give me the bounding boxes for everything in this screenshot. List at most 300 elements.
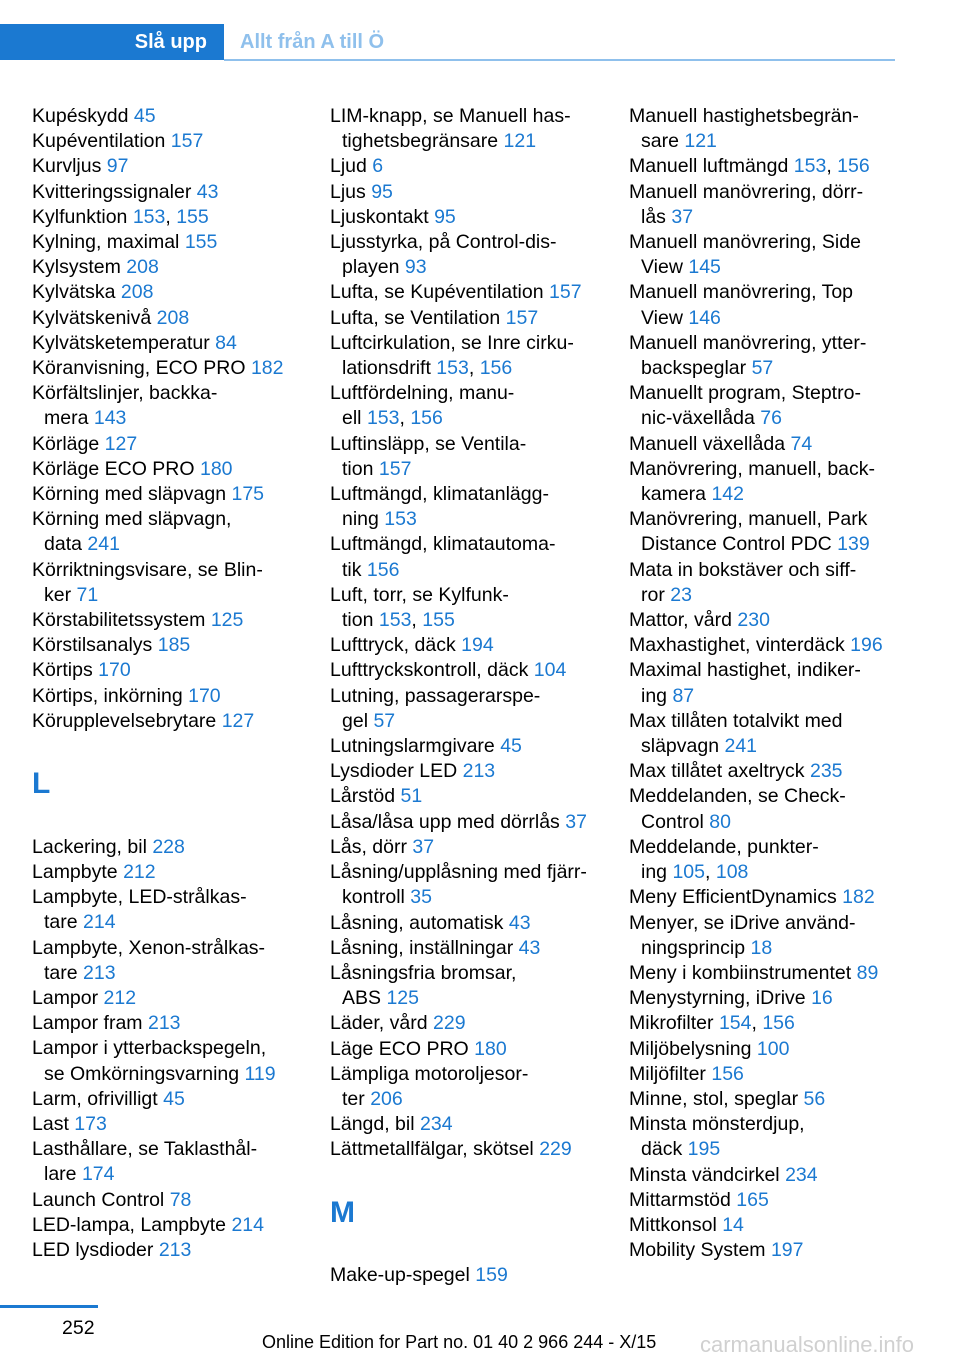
page-link[interactable]: 146 [688, 306, 721, 329]
page-link[interactable]: 84 [215, 331, 237, 354]
index-entry [32, 356, 312, 381]
page-link[interactable]: 71 [76, 583, 99, 606]
entry-term-continuation: se Omkörningsvarning [44, 1062, 240, 1085]
entry-term: Luftmängd, klimatautoma- [330, 533, 556, 556]
index-entry [330, 684, 610, 734]
entry-term: Körstabilitetssystem [32, 609, 206, 632]
entry-term: Meddelanden, se Check- [629, 785, 846, 808]
page-link[interactable]: 14 [722, 1213, 744, 1236]
index-entry [32, 255, 312, 280]
entry-term: Maximal hastighet, indiker- [629, 659, 861, 682]
index-entry [629, 759, 909, 784]
index-entry [32, 154, 312, 179]
page-link[interactable]: 56 [803, 1087, 826, 1110]
entry-term: Meddelande, punkter- [629, 835, 819, 858]
entry-term: Ljus [330, 180, 366, 203]
page-link[interactable]: 156 [410, 407, 443, 430]
entry-term-continuation: tion [342, 609, 374, 632]
index-entry [32, 658, 312, 683]
index-entry [629, 658, 909, 708]
entry-term: Lutning, passagerarspe- [330, 684, 541, 707]
page-link[interactable]: 127 [221, 709, 255, 732]
page-link[interactable]: 180 [199, 457, 233, 480]
index-entry [32, 331, 312, 356]
page-link[interactable]: 37 [412, 835, 435, 858]
index-entry: Luftcirkulation, se Inre cirku- lationsdrift 153, 156 [330, 331, 574, 380]
entry-term: Miljöfilter [629, 1062, 706, 1085]
index-entry [330, 835, 610, 860]
page-link[interactable]: 157 [549, 281, 582, 304]
page-number-rule [0, 1305, 98, 1308]
index-entry [32, 129, 312, 154]
page-link[interactable]: 155 [176, 205, 209, 228]
index-entry [330, 205, 610, 230]
page-link[interactable]: 155 [422, 609, 455, 632]
entry-term-continuation: nic-växellåda [641, 407, 755, 430]
page-link[interactable]: 234 [785, 1163, 818, 1186]
page-link[interactable]: 241 [87, 533, 120, 556]
page-link[interactable]: 182 [250, 357, 284, 380]
index-entry [629, 1163, 909, 1188]
entry-term: Max tillåten totalvikt med [629, 709, 843, 732]
entry-term-continuation: ell [342, 407, 362, 430]
page-link[interactable]: 145 [688, 256, 721, 279]
page-link[interactable]: 159 [475, 1264, 508, 1287]
entry-term: Lämpliga motoroljesor- [330, 1062, 529, 1085]
index-entry [629, 784, 909, 834]
entry-term: Miljöbelysning [629, 1037, 752, 1060]
index-entry [32, 684, 312, 709]
page-link[interactable]: 89 [856, 961, 879, 984]
index-entry [32, 986, 312, 1011]
page-link[interactable]: 57 [751, 357, 774, 380]
entry-term: Menyer, se iDrive använd- [629, 911, 856, 934]
page-link[interactable]: 37 [565, 810, 587, 833]
page-link[interactable]: 153 [384, 508, 417, 531]
page-link[interactable]: 214 [231, 1213, 264, 1236]
page-link[interactable]: 196 [850, 634, 883, 657]
entry-term: Launch Control [32, 1188, 165, 1211]
page-link[interactable]: 121 [684, 130, 717, 153]
page-link[interactable]: 6 [372, 155, 384, 178]
entry-term: Manuell hastighetsbegrän- [629, 105, 859, 127]
page-link[interactable]: 213 [83, 961, 116, 984]
index-entry [629, 507, 909, 557]
index-entry [330, 936, 610, 961]
page-link[interactable]: 97 [106, 155, 129, 178]
tab-a-to-z[interactable]: Allt från A till Ö [240, 30, 385, 53]
index-entry [330, 180, 610, 205]
index-entry [330, 482, 610, 532]
index-entry [629, 558, 909, 608]
index-entry [330, 1011, 610, 1036]
tab-look-up[interactable]: Slå upp [0, 24, 224, 60]
index-column-3 [629, 104, 909, 1263]
entry-term: Kylsystem [32, 256, 121, 279]
page-link[interactable]: 157 [170, 130, 204, 153]
page-link[interactable]: 197 [770, 1239, 804, 1262]
entry-term-continuation: tighetsbegränsare [342, 130, 499, 153]
entry-term: Låsa/låsa upp med dörrlås [330, 810, 560, 833]
entry-term-continuation: tare [44, 911, 78, 934]
page-link[interactable]: 74 [790, 432, 813, 455]
entry-term: Lampor i ytterbackspegeln, [32, 1037, 267, 1060]
entry-term: Lufta, se Kupéventilation [330, 281, 544, 304]
page-link[interactable]: 45 [163, 1087, 185, 1110]
page-link[interactable]: 156 [837, 155, 870, 178]
index-entry [629, 1213, 909, 1238]
entry-term: Manuell manövrering, dörr- [629, 180, 864, 203]
index-entry [32, 860, 312, 885]
section-gap [32, 810, 312, 835]
index-entry [32, 1238, 312, 1263]
index-entry [32, 1011, 312, 1036]
entry-term: Luftmängd, klimatanlägg- [330, 483, 549, 506]
index-entry [629, 911, 909, 961]
page-link[interactable]: 229 [433, 1012, 466, 1035]
index-entry [629, 885, 909, 910]
index-entry [629, 961, 909, 986]
page-link[interactable]: 43 [508, 911, 531, 934]
page-link[interactable]: 23 [670, 583, 692, 606]
index-entry [32, 558, 312, 608]
index-entry: Mikrofilter 154, 156 [629, 1012, 795, 1035]
page-link[interactable]: 76 [760, 407, 782, 430]
entry-term-continuation: backspeglar [641, 357, 747, 380]
index-entry: Luftfördelning, manu- ell 153, 156 [330, 382, 515, 430]
entry-term: Manuell manövrering, Side [629, 231, 861, 254]
page-link[interactable]: 170 [98, 659, 131, 682]
index-entry [32, 1087, 312, 1112]
page-link[interactable]: 213 [147, 1012, 181, 1035]
entry-term-continuation: mera [44, 407, 89, 430]
entry-term: Manuell manövrering, ytter- [629, 331, 867, 354]
index-entry [629, 986, 909, 1011]
index-entry [629, 104, 909, 154]
entry-term-continuation: View [641, 256, 683, 279]
index-entry [330, 1263, 610, 1288]
entry-term: Körtips [32, 659, 93, 682]
index-entry [330, 432, 610, 482]
entry-term: Körupplevelsebrytare [32, 709, 217, 732]
index-entry [330, 306, 610, 331]
page-link[interactable]: 16 [811, 987, 833, 1010]
page-link[interactable]: 241 [724, 735, 758, 758]
index-entry [629, 1112, 909, 1162]
entry-term: Last [32, 1113, 69, 1136]
index-entry [629, 180, 909, 230]
page-link[interactable]: 104 [533, 659, 567, 682]
entry-term-continuation: Distance Control PDC [641, 533, 832, 556]
page-link[interactable]: 43 [518, 936, 541, 959]
page-link[interactable]: 208 [156, 306, 190, 329]
entry-term: Körläge ECO PRO [32, 457, 195, 480]
index-entry [32, 1036, 312, 1086]
entry-term: Lasthållare, se Taklasthål- [32, 1138, 258, 1161]
entry-term: Manövrering, manuell, Park [629, 508, 868, 531]
entry-term: Luftfördelning, manu- [330, 382, 515, 405]
section-gap [32, 734, 312, 759]
entry-term-continuation: ker [44, 583, 72, 606]
entry-term: Menystyrning, iDrive [629, 987, 806, 1010]
entry-term: Kvitteringssignaler [32, 180, 192, 203]
page-link[interactable]: 156 [762, 1012, 795, 1035]
index-entry [32, 835, 312, 860]
page-link[interactable]: 165 [736, 1188, 769, 1211]
entry-term: LED-lampa, Lampbyte [32, 1213, 227, 1236]
entry-term-continuation: lås [641, 205, 666, 228]
index-entry [629, 457, 909, 507]
page-link[interactable]: 156 [711, 1062, 744, 1085]
page-link[interactable]: 154 [718, 1012, 752, 1035]
entry-term: Lättmetallfälgar, skötsel [330, 1138, 534, 1161]
page-link[interactable]: 125 [210, 609, 244, 632]
section-letter: M [330, 1195, 355, 1229]
index-entry: Meddelande, punkter- ing 105, 108 [629, 835, 819, 884]
entry-term: Lampbyte, Xenon-strålkas- [32, 936, 266, 959]
watermark: carmanualsonline.info [700, 1332, 915, 1357]
section-gap [330, 1163, 610, 1188]
entry-term: Meny i kombiinstrumentet [629, 961, 852, 984]
index-entry [330, 1137, 610, 1162]
entry-term: Manuell luftmängd [629, 155, 789, 178]
page-link[interactable]: 153 [366, 407, 400, 430]
index-entry [32, 432, 312, 457]
page-link[interactable]: 230 [737, 609, 770, 632]
index-entry [629, 1062, 909, 1087]
entry-term: Manövrering, manuell, back- [629, 457, 876, 480]
entry-term: Körning med släpvagn, [32, 508, 232, 531]
entry-term: Ljuskontakt [330, 205, 429, 228]
page-link[interactable]: 153 [378, 609, 412, 632]
index-entry [32, 306, 312, 331]
entry-term-continuation: tik [342, 558, 362, 581]
entry-term: Lampbyte, LED-strålkas- [32, 886, 247, 909]
page-link[interactable]: 185 [157, 634, 191, 657]
entry-term-continuation: kamera [641, 483, 707, 506]
index-entry [330, 759, 610, 784]
page-link[interactable]: 108 [715, 861, 749, 884]
entry-term: Max tillåtet axeltryck [629, 760, 805, 783]
page-link[interactable]: 208 [120, 281, 154, 304]
entry-term: Luftinsläpp, se Ventila- [330, 432, 527, 455]
page-link[interactable]: 213 [158, 1239, 192, 1262]
entry-term: Manuell växellåda [629, 432, 786, 455]
index-entry [32, 608, 312, 633]
entry-term: Lampor fram [32, 1012, 143, 1035]
page-link[interactable]: 45 [133, 105, 156, 127]
entry-term-continuation: playen [342, 256, 400, 279]
entry-term: Lysdioder LED [330, 760, 458, 783]
index-entry [32, 482, 312, 507]
entry-term: Mikrofilter [629, 1012, 714, 1035]
index-entry [629, 1188, 909, 1213]
index-entry [629, 331, 909, 381]
entry-term: Meny EfficientDynamics [629, 886, 837, 909]
index-entry [32, 230, 312, 255]
index-entry [330, 104, 610, 154]
index-entry [32, 709, 312, 734]
page-link[interactable]: 194 [461, 634, 494, 657]
index-entry [629, 381, 909, 431]
entry-term: LIM-knapp, se Manuell has- [330, 105, 571, 127]
page-link[interactable]: 139 [837, 533, 870, 556]
index-entry [330, 154, 610, 179]
page-link[interactable]: 182 [842, 886, 875, 909]
entry-term: Körfältslinjer, backka- [32, 382, 218, 405]
entry-term: Låsningsfria bromsar, [330, 961, 517, 984]
page-link[interactable]: 153 [436, 357, 469, 380]
page-link[interactable]: 174 [81, 1163, 115, 1186]
entry-term-continuation: ABS [342, 987, 382, 1010]
page-link[interactable]: 121 [503, 130, 537, 153]
page-link[interactable]: 95 [434, 205, 456, 228]
page-link[interactable]: 229 [539, 1138, 572, 1161]
page-link[interactable]: 127 [104, 432, 138, 455]
entry-term: Kupéventilation [32, 130, 166, 153]
page-link[interactable]: 95 [371, 180, 393, 203]
page-link[interactable]: 156 [479, 357, 513, 380]
page-link[interactable]: 51 [400, 785, 423, 808]
entry-term: Körstilsanalys [32, 634, 153, 657]
entry-term: Lampbyte [32, 861, 118, 884]
index-entry [32, 381, 312, 431]
index-entry [330, 734, 610, 759]
index-entry [330, 658, 610, 683]
index-entry [629, 280, 909, 330]
entry-term: Ljud [330, 155, 367, 178]
index-entry [629, 633, 909, 658]
page-link[interactable]: 119 [244, 1062, 276, 1085]
index-entry [330, 532, 610, 582]
page-link[interactable]: 18 [750, 936, 773, 959]
page-link[interactable]: 175 [231, 483, 265, 506]
entry-term: Luft, torr, se Kylfunk- [330, 583, 509, 606]
page-link[interactable]: 57 [373, 709, 396, 732]
entry-term: Låsning, automatisk [330, 911, 504, 934]
index-entry [629, 432, 909, 457]
page-link[interactable]: 234 [420, 1113, 453, 1136]
top-navigation [0, 0, 960, 62]
entry-term: LED lysdioder [32, 1239, 154, 1262]
entry-term: Manuell manövrering, Top [629, 281, 854, 304]
page-link[interactable]: 125 [386, 987, 419, 1010]
page-link[interactable]: 143 [93, 407, 127, 430]
entry-term: Mobility System [629, 1239, 766, 1262]
index-entry [32, 633, 312, 658]
page-link[interactable]: 157 [505, 306, 539, 329]
entry-term-continuation: ning [342, 508, 379, 531]
index-entry [330, 961, 610, 1011]
index-entry [32, 457, 312, 482]
page-link[interactable]: 78 [169, 1188, 192, 1211]
entry-term: Körning med släpvagn [32, 483, 227, 506]
entry-term: Lackering, bil [32, 835, 147, 858]
page-link[interactable]: 180 [474, 1037, 507, 1060]
page-link[interactable]: 235 [809, 760, 843, 783]
index-entry [330, 1112, 610, 1137]
index-entry [629, 1238, 909, 1263]
page-link[interactable]: 228 [152, 835, 185, 858]
entry-term-continuation: tion [342, 457, 374, 480]
index-entry [330, 280, 610, 305]
entry-term-continuation: ningsprincip [641, 936, 746, 959]
entry-term: Kylvätska [32, 281, 116, 304]
page-link[interactable]: 100 [756, 1037, 790, 1060]
page-link[interactable]: 214 [83, 911, 116, 934]
page-link[interactable]: 142 [711, 483, 744, 506]
page-link[interactable]: 212 [123, 861, 156, 884]
tab-underline [224, 59, 895, 61]
index-entry [629, 1087, 909, 1112]
page-link[interactable]: 208 [126, 256, 159, 279]
page-link[interactable]: 105 [672, 861, 705, 884]
section-gap [330, 1238, 610, 1263]
entry-term: Lampor [32, 987, 99, 1010]
page-link[interactable]: 37 [671, 205, 694, 228]
index-entry [629, 709, 909, 759]
page-link[interactable]: 43 [196, 180, 219, 203]
index-entry [32, 1112, 312, 1137]
page-link[interactable]: 173 [74, 1113, 107, 1136]
index-entry [330, 1037, 610, 1062]
entry-term: Maxhastighet, vinterdäck [629, 634, 845, 657]
entry-term: Mittkonsol [629, 1213, 717, 1236]
entry-term: Lufttryck, däck [330, 634, 456, 657]
entry-term: Kylvätskenivå [32, 306, 152, 329]
page-link[interactable]: 87 [672, 684, 695, 707]
entry-term-continuation: kontroll [342, 886, 405, 909]
page-link[interactable]: 155 [184, 231, 218, 254]
index-entry [32, 280, 312, 305]
index-entry [32, 1137, 312, 1187]
index-entry [330, 911, 610, 936]
page-link[interactable]: 212 [103, 987, 137, 1010]
entry-term-continuation: lare [44, 1163, 77, 1186]
index-entry [629, 1037, 909, 1062]
page-link[interactable]: 170 [188, 684, 221, 707]
page-link[interactable]: 35 [410, 886, 432, 909]
entry-term-continuation: ing [641, 684, 668, 707]
index-column-2 [330, 104, 610, 1289]
entry-term-continuation: sare [641, 130, 679, 153]
entry-term: Make-up-spegel [330, 1264, 470, 1287]
index-entry [330, 810, 610, 835]
page-link[interactable]: 80 [709, 810, 731, 833]
section-letter: L [32, 767, 51, 801]
edition-footer: Online Edition for Part no. 01 40 2 966 244 - X/15 [262, 1332, 657, 1352]
page-link[interactable]: 195 [687, 1138, 721, 1161]
entry-term: Kylvätsketemperatur [32, 331, 210, 354]
entry-term: Körriktningsvisare, se Blin- [32, 558, 263, 581]
entry-term-continuation: tare [44, 961, 78, 984]
index-column-1 [32, 104, 312, 1263]
page-link[interactable]: 157 [378, 457, 412, 480]
page-link[interactable]: 153 [132, 205, 166, 228]
page-link[interactable]: 93 [404, 256, 427, 279]
index-entry [32, 1188, 312, 1213]
page-link[interactable]: 156 [366, 558, 400, 581]
page-link[interactable]: 45 [500, 735, 522, 758]
page-link[interactable]: 153 [793, 155, 827, 178]
index-entry [330, 784, 610, 809]
page-link[interactable]: 206 [370, 1087, 403, 1110]
entry-term: Minsta mönsterdjup, [629, 1113, 805, 1136]
page-link[interactable]: 213 [462, 760, 496, 783]
entry-term-continuation: View [641, 306, 683, 329]
entry-term: Luftcirkulation, se Inre cirku- [330, 331, 574, 354]
entry-term: Lutningslarmgivare [330, 735, 495, 758]
